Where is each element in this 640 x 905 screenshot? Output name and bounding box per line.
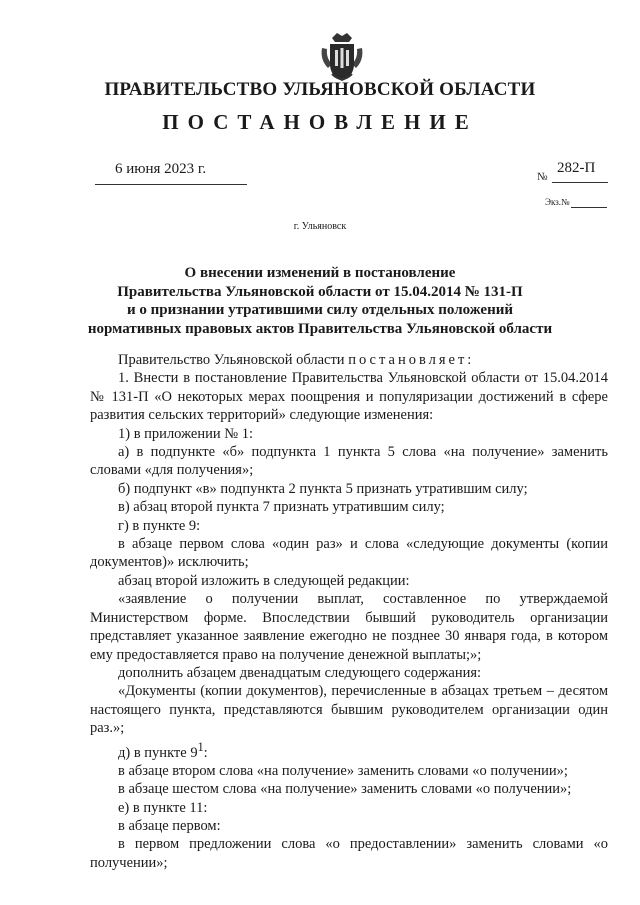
paragraph: а) в подпункте «б» подпункта 1 пункта 5 слова «на получение» заменить словами «для получения»; bbox=[90, 444, 608, 479]
number-sign: № bbox=[537, 171, 548, 183]
subject-line: и о признании утратившими силу отдельных положений bbox=[126, 302, 514, 318]
coat-of-arms-emblem bbox=[318, 30, 366, 86]
paragraph bbox=[90, 738, 608, 762]
government-title: ПРАВИТЕЛЬСТВО УЛЬЯНОВСКОЙ ОБЛАСТИ bbox=[104, 79, 536, 100]
city: г. Ульяновск bbox=[293, 221, 347, 232]
paragraph: б) подпункт «в» подпункта 2 пункта 5 признать утратившим силу; bbox=[118, 480, 528, 497]
copy-number-label: Экз.№ bbox=[545, 197, 570, 207]
paragraph bbox=[90, 351, 608, 369]
document-subject bbox=[40, 264, 600, 338]
paragraph: абзац второй изложить в следующей редакции: bbox=[118, 572, 410, 589]
paragraph: 1. Внести в постановление Правительства Ульяновской области от 15.04.2014 № 131-П «О некоторых мерах поощрения и популяризации достижений в сфере развития сельских территорий» следующие изменения: bbox=[90, 370, 608, 424]
subject-line: нормативных правовых актов Правительства Ульяновской области bbox=[87, 320, 553, 337]
copy-number-underline bbox=[571, 207, 607, 208]
paragraph: дополнить абзацем двенадцатым следующего содержания: bbox=[118, 664, 482, 681]
paragraph: в абзаце первом слова «один раз» и слова «следующие документы (копии документов)» исключить; bbox=[90, 536, 608, 571]
date-underline bbox=[95, 184, 247, 185]
paragraph: 1) в приложении № 1: bbox=[118, 425, 253, 442]
paragraph: «заявление о получении выплат, составленное по утверждаемой Министерством форме. Впоследствии бывший руководитель организации представляет указанное заявление ежегодно не позднее 30 января года, в котором ему предоставляется право на получение денежной выплаты;»; bbox=[90, 591, 608, 663]
number-underline bbox=[552, 182, 608, 183]
coat-of-arms-icon bbox=[318, 30, 366, 86]
resolves-word: постановляет: bbox=[348, 352, 475, 368]
paragraph: в) абзац второй пункта 7 признать утратившим силу; bbox=[118, 499, 445, 516]
subject-line: Правительства Ульяновской области от 15.04.2014 № 131-П bbox=[117, 283, 523, 300]
document-number: 282-П bbox=[557, 160, 596, 176]
superscript: 1 bbox=[197, 739, 204, 754]
paragraph: в абзаце первом: bbox=[118, 817, 221, 834]
paragraph-text: : bbox=[203, 744, 208, 761]
subject-line: О внесении изменений в постановление bbox=[184, 265, 456, 281]
document-body bbox=[90, 351, 608, 872]
paragraph: в абзаце втором слова «на получение» заменить словами «о получении»; bbox=[118, 762, 568, 779]
paragraph-text: д) в пункте 9 bbox=[118, 744, 198, 761]
paragraph: «Документы (копии документов), перечисленные в абзацах третьем – десятом настоящего пункта, представляются бывшим руководителем организации один раз.»; bbox=[90, 683, 608, 737]
paragraph: в абзаце шестом слова «на получение» заменить словами «о получении»; bbox=[118, 781, 572, 798]
document-type: ПОСТАНОВЛЕНИЕ bbox=[162, 110, 478, 134]
paragraph: г) в пункте 9: bbox=[118, 517, 201, 534]
paragraph: в первом предложении слова «о предоставлении» заменить словами «о получении»; bbox=[90, 836, 608, 871]
paragraph: е) в пункте 11: bbox=[118, 799, 208, 816]
preamble-text: Правительство Ульяновской области bbox=[118, 352, 349, 368]
document-date: 6 июня 2023 г. bbox=[115, 161, 207, 177]
